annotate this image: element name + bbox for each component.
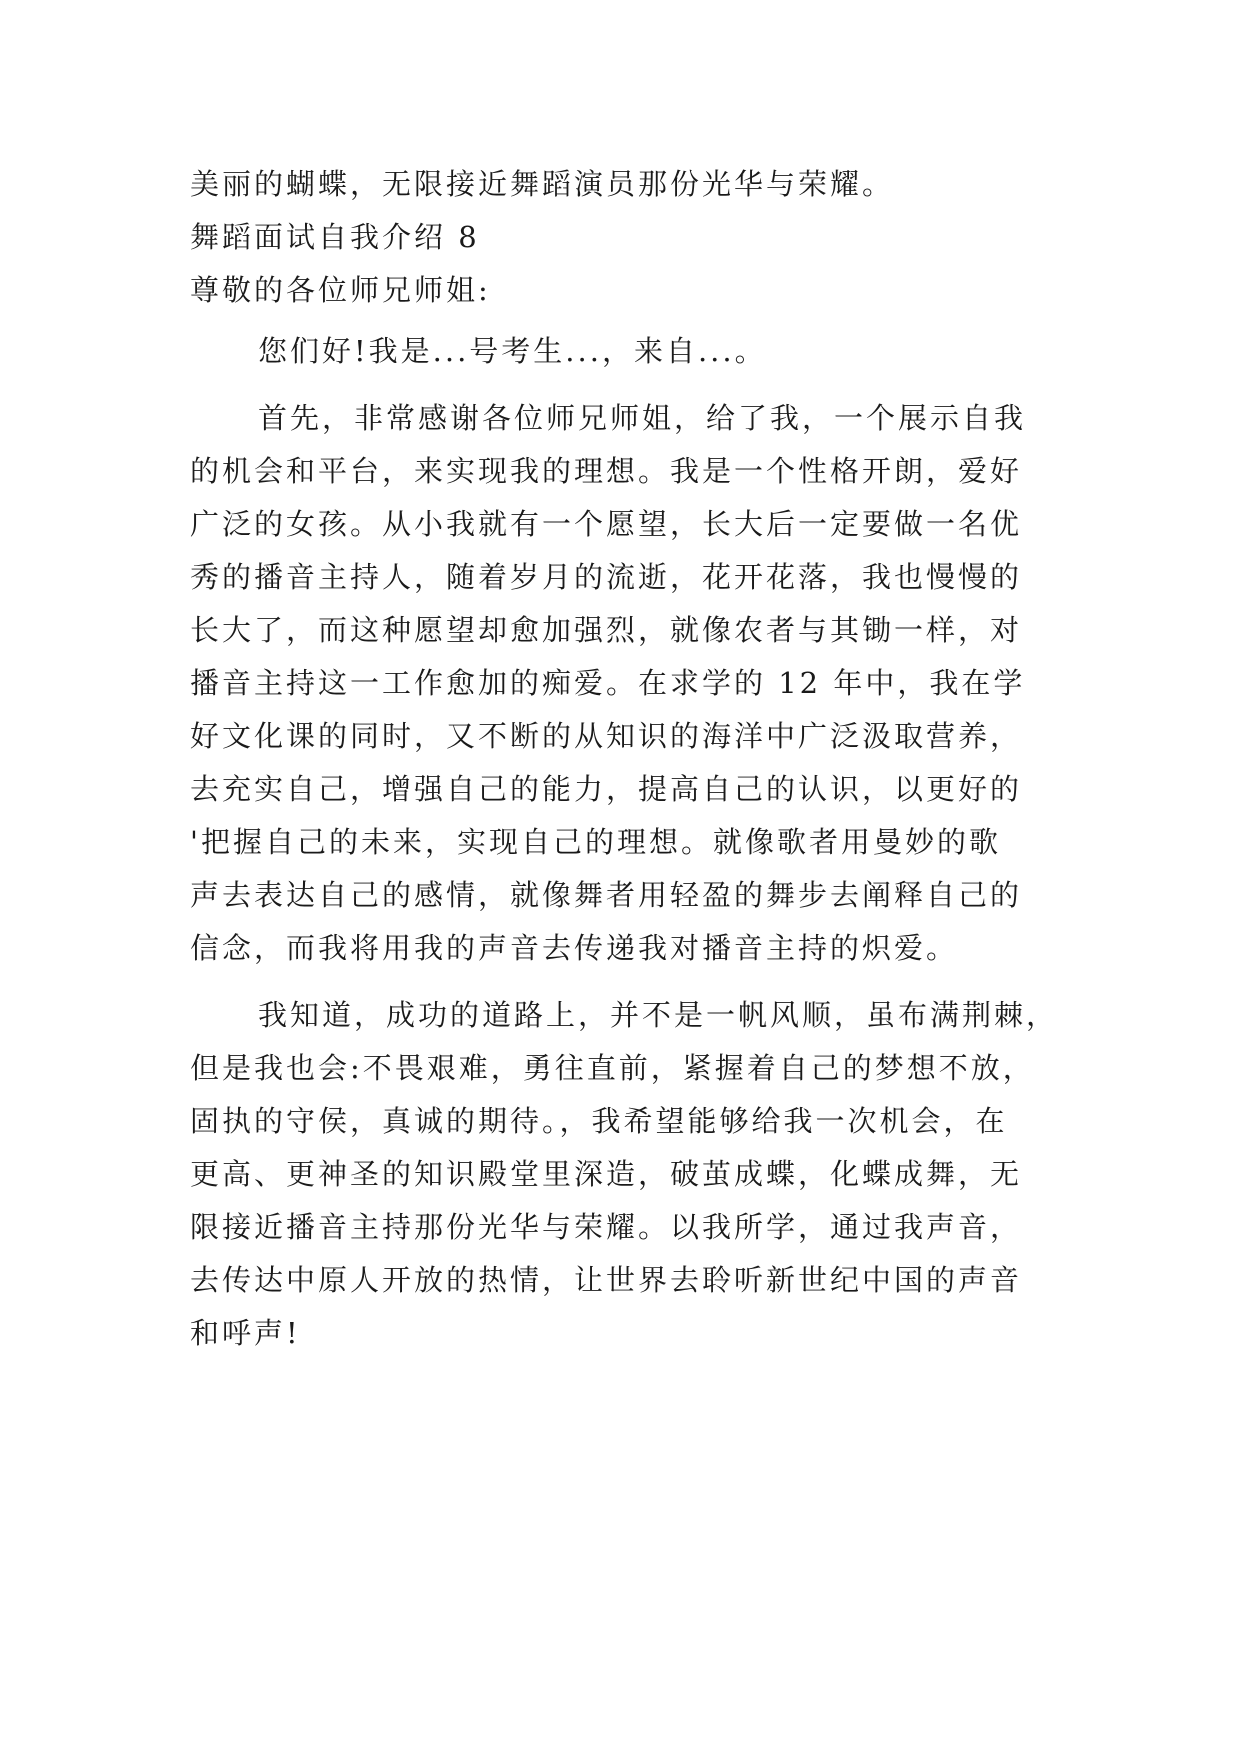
section-heading: 舞蹈面试自我介绍 8 (190, 220, 480, 254)
paragraph-line: 去充实自己，增强自己的能力，提高自己的认识，以更好的 (190, 772, 1023, 806)
paragraph-line: 的机会和平台，来实现我的理想。我是一个性格开朗，爱好 (190, 454, 1023, 488)
greeting-line: 您们好!我是...号考生...，来自...。 (258, 334, 767, 368)
paragraph-line: 播音主持这一工作愈加的痴爱。在求学的 12 年中，我在学 (190, 666, 1026, 700)
document-body (190, 158, 1070, 1360)
paragraph-line: 更高、更神圣的知识殿堂里深造，破茧成蝶，化蝶成舞，无 (190, 1157, 1023, 1191)
paragraph-line: 秀的播音主持人，随着岁月的流逝，花开花落，我也慢慢的 (190, 560, 1023, 594)
paragraph-line: 广泛的女孩。从小我就有一个愿望，长大后一定要做一名优 (190, 507, 1023, 541)
paragraph-line: 好文化课的同时，又不断的从知识的海洋中广泛汲取营养， (190, 719, 1023, 753)
paragraph-line: 固执的守侯，真诚的期待。，我希望能够给我一次机会，在 (190, 1104, 1008, 1138)
paragraph-line: 我知道，成功的道路上，并不是一帆风顺，虽布满荆棘， (258, 998, 1059, 1032)
paragraph-line: 信念，而我将用我的声音去传递我对播音主持的炽爱。 (190, 931, 959, 965)
paragraph-line: 长大了，而这种愿望却愈加强烈，就像农者与其锄一样，对 (190, 613, 1023, 647)
paragraph-line: 和呼声! (190, 1316, 301, 1350)
paragraph-line: 声去表达自己的感情，就像舞者用轻盈的舞步去阐释自己的 (190, 878, 1023, 912)
salutation: 尊敬的各位师兄师姐: (190, 273, 491, 307)
paragraph-line: 美丽的蝴蝶，无限接近舞蹈演员那份光华与荣耀。 (190, 167, 895, 201)
paragraph-line: '把握自己的未来，实现自己的理想。就像歌者用曼妙的歌 (190, 825, 1001, 859)
paragraph-line: 限接近播音主持那份光华与荣耀。以我所学，通过我声音， (190, 1210, 1023, 1244)
paragraph-line: 但是我也会:不畏艰难，勇往直前，紧握着自己的梦想不放， (190, 1051, 1035, 1085)
paragraph-line: 首先，非常感谢各位师兄师姐，给了我，一个展示自我 (258, 401, 1027, 435)
paragraph-line: 去传达中原人开放的热情，让世界去聆听新世纪中国的声音 (190, 1263, 1023, 1297)
